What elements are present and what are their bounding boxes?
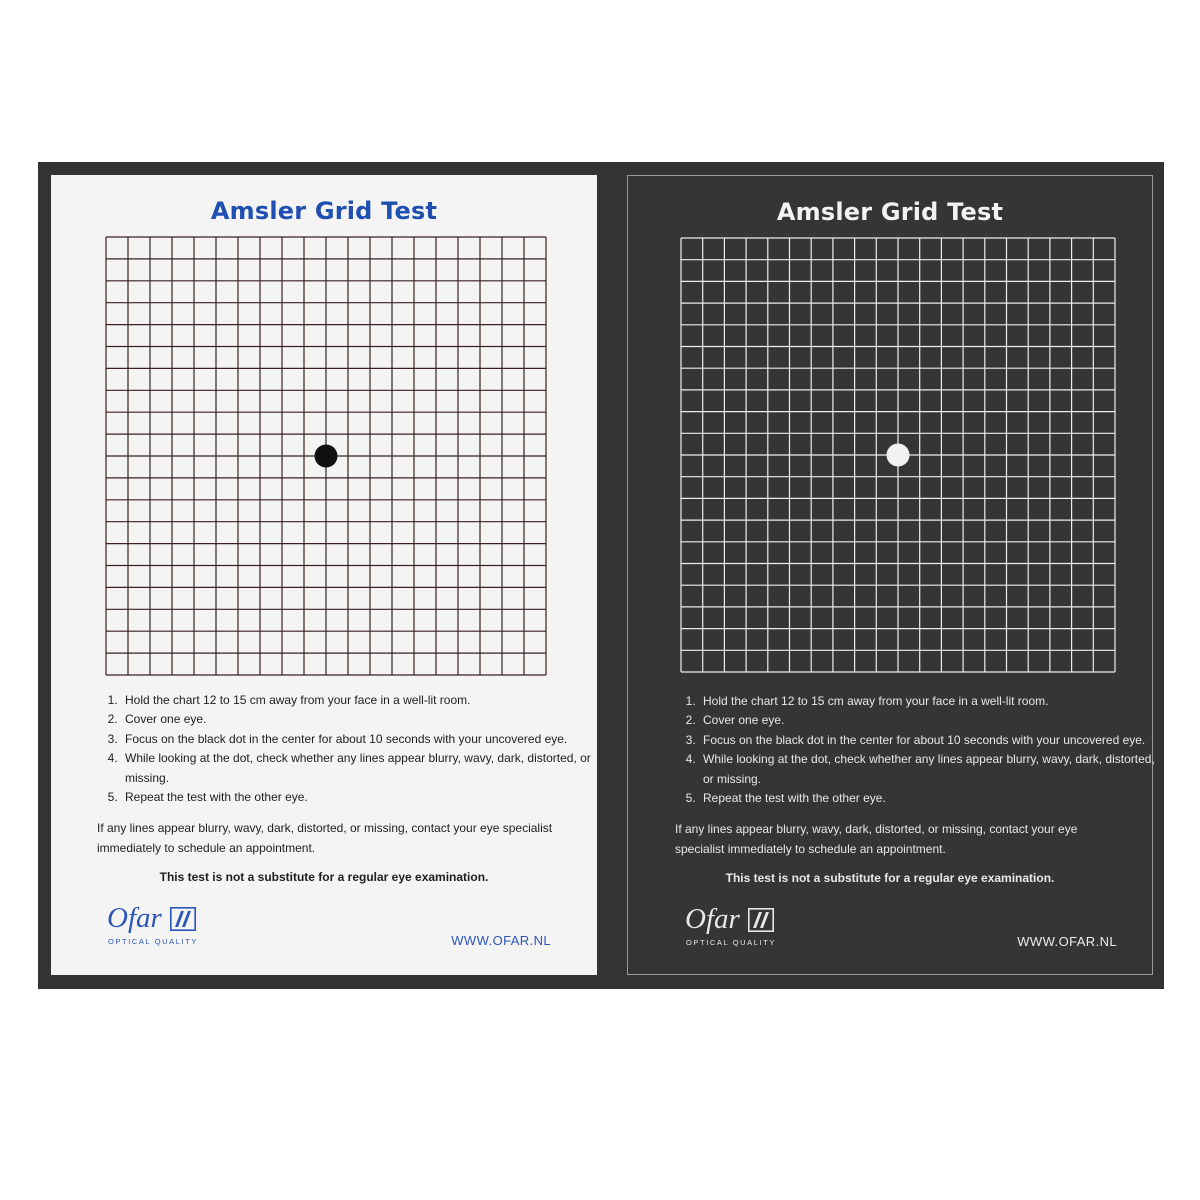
website-url: WWW.OFAR.NL — [1017, 934, 1117, 949]
logo-mark-icon — [170, 907, 196, 931]
instruction-list — [97, 691, 593, 807]
instruction-item: 4. While looking at the dot, check whether any lines appear blurry, wavy, dark, distorted, or missing. — [699, 750, 1159, 789]
logo-tagline: OPTICAL QUALITY — [108, 937, 198, 946]
disclaimer: This test is not a substitute for a regular eye examination. — [725, 871, 1055, 885]
logo-wordmark: Ofar — [685, 903, 740, 935]
logo-mark-icon — [748, 908, 774, 932]
warning-note: If any lines appear blurry, wavy, dark, distorted, or missing, contact your eye specialist immediately to schedule an appointment. — [675, 822, 1078, 856]
logo-tagline: OPTICAL QUALITY — [686, 938, 776, 947]
website-url: WWW.OFAR.NL — [451, 933, 551, 948]
instruction-item: 3. Focus on the black dot in the center for about 10 seconds with your uncovered eye. — [121, 730, 593, 749]
center-fixation-dot — [887, 444, 910, 467]
instruction-item: 5. Repeat the test with the other eye. — [699, 789, 1159, 808]
instruction-item: 5. Repeat the test with the other eye. — [121, 788, 593, 807]
instruction-item: 2. Cover one eye. — [699, 711, 1159, 730]
amsler-grid — [680, 237, 1116, 673]
disclaimer: This test is not a substitute for a regular eye examination. — [159, 870, 489, 884]
center-fixation-dot — [315, 445, 338, 468]
amsler-card-light — [51, 175, 597, 975]
card-title: Amsler Grid Test — [210, 197, 438, 225]
instruction-item: 2. Cover one eye. — [121, 710, 593, 729]
instruction-item: 1. Hold the chart 12 to 15 cm away from your face in a well-lit room. — [699, 692, 1159, 711]
instruction-item: 1. Hold the chart 12 to 15 cm away from your face in a well-lit room. — [121, 691, 593, 710]
ofar-logo — [685, 903, 805, 951]
logo-wordmark: Ofar — [107, 902, 162, 934]
amsler-card-dark — [627, 175, 1153, 975]
amsler-grid — [105, 236, 547, 676]
ofar-logo — [107, 902, 227, 950]
card-title: Amsler Grid Test — [776, 198, 1004, 226]
instruction-item: 4. While looking at the dot, check whether any lines appear blurry, wavy, dark, distorted, or missing. — [121, 749, 593, 788]
instruction-item: 3. Focus on the black dot in the center for about 10 seconds with your uncovered eye. — [699, 731, 1159, 750]
instruction-list — [675, 692, 1159, 808]
warning-note: If any lines appear blurry, wavy, dark, distorted, or missing, contact your eye specialist immediately to schedule an appointment. — [97, 821, 553, 855]
